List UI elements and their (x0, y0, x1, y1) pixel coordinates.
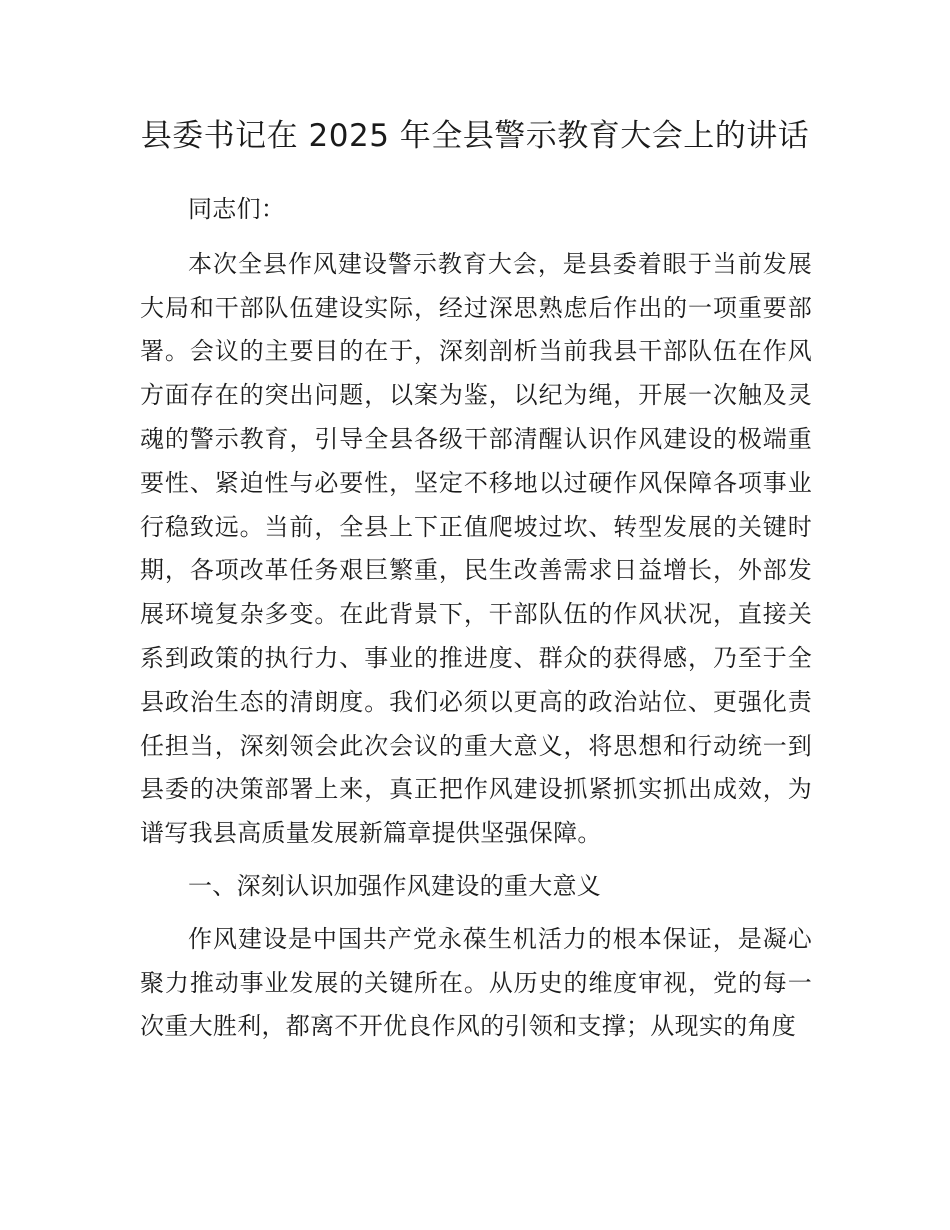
document-title: 县委书记在 2025 年全县警示教育大会上的讲话 (140, 118, 810, 154)
section-heading: 一、深刻认识加强作风建设的重大意义 (188, 871, 602, 900)
body-paragraph: 本次全县作风建设警示教育大会，是县委着眼于当前发展大局和干部队伍建设实际，经过深思熟虑后作出的一项重要部署。会议的主要目的在于，深刻剖析当前我县干部队伍在作风方面存在的突出问题，以案为鉴，以纪为绳，开展一次触及灵魂的警示教育，引导全县各级干部清醒认识作风建设的极端重要性、紧迫性与必要性，坚定不移地以过硬作风保障各项事业行稳致远。当前，全县上下正值爬坡过坎、转型发展的关键时期，各项改革任务艰巨繁重，民生改善需求日益增长，外部发展环境复杂多变。在此背景下，干部队伍的作风状况，直接关系到政策的执行力、事业的推进度、群众的获得感，乃至于全县政治生态的清朗度。我们必须以更高的政治站位、更强化责任担当，深刻领会此次会议的重大意义，将思想和行动统一到县委的决策部署上来，真正把作风建设抓紧抓实抓出成效，为谱写我县高质量发展新篇章提供坚强保障。 (140, 249, 812, 848)
salutation: 同志们： (188, 195, 286, 223)
section-paragraph: 作风建设是中国共产党永葆生机活力的根本保证，是凝心聚力推动事业发展的关键所在。从历史的维度审视，党的每一次重大胜利，都离不开优良作风的引领和支撑；从现实的角度 (140, 924, 812, 1041)
document-body (140, 188, 812, 1049)
